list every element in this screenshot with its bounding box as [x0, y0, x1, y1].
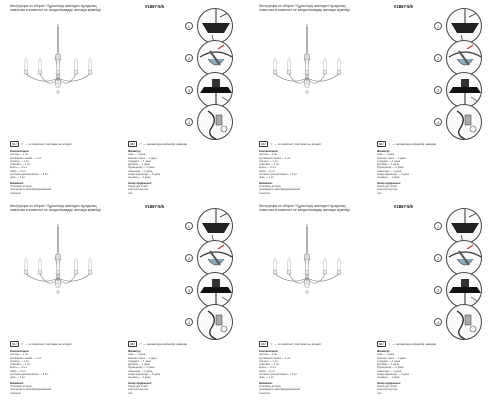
- spec-column: [10, 350, 122, 395]
- bulb-notice-row: [10, 340, 242, 347]
- spec-line: сомындар — 2 дана: [377, 369, 402, 373]
- bulb-notice-text: — жинақтауға кірмейді шамдар: [143, 141, 188, 146]
- chandelier-illustration: [261, 24, 353, 112]
- spec-line: крепёжная планка — 1 шт.: [10, 356, 42, 360]
- assembly-step-illustration: [447, 9, 482, 44]
- instruction-title: Инструкция по сборке / Құрастыру жөніндегі нұсқаулық: [10, 4, 97, 8]
- notice-line: Установку должен: [10, 384, 32, 388]
- spec-line: сомындар — 2 дана: [128, 369, 153, 373]
- spec-line: крепёжная планка — 1 шт.: [259, 156, 291, 160]
- step-number: 4: [185, 118, 193, 126]
- spec-line: люстра — 1 шт.: [10, 153, 29, 157]
- bulb-icon: ○: [388, 140, 391, 146]
- spec-line: қаптама — 1 дана: [377, 363, 399, 367]
- step-circle: [197, 40, 233, 76]
- spec-line: төлқұжат — 1 дана: [377, 159, 400, 163]
- bulb-notice: [377, 140, 436, 147]
- instruction-sheet: [253, 2, 496, 196]
- spec-line: шынжыр — 1 дана: [377, 176, 400, 180]
- bulb-notice-text: — в комплект поставки не входит: [274, 341, 322, 346]
- step-number: 4: [185, 318, 193, 326]
- notice-line: тиіс.: [377, 191, 383, 195]
- spec-line: колпачки декоративные — 5 шт.: [259, 373, 298, 377]
- notice-heading: Внимание:: [10, 181, 24, 185]
- bulb-icon: ○: [270, 140, 273, 146]
- chandelier-figure: [261, 24, 353, 112]
- step-circle: [446, 272, 482, 308]
- step-number: 3: [185, 286, 193, 294]
- chandelier-illustration: [261, 224, 353, 312]
- assembly-steps: [175, 214, 247, 344]
- notice-line: Орнатуды білікті: [128, 384, 148, 388]
- spec-line: шынжыр — 1 дана: [377, 376, 400, 380]
- logo-icon: EU: [259, 141, 268, 147]
- step-circle: [446, 304, 482, 340]
- notice-line: Орнатуды білікті: [377, 384, 397, 388]
- spec-column: [128, 350, 240, 395]
- spec-heading: Комплектация:: [10, 150, 30, 153]
- step-number: 1: [185, 222, 193, 230]
- logo-icon: EU: [128, 341, 137, 347]
- spec-line: винты — 2 шт.: [10, 366, 28, 370]
- spec-line: шам — 1 дана: [128, 153, 146, 157]
- chandelier-figure: [12, 224, 104, 312]
- instruction-title: Инструкция по сборке / Құрастыру жөніндегі нұсқаулық: [259, 4, 346, 8]
- spec-line: люстра — 1 шт.: [259, 153, 278, 157]
- instruction-title: Инструкция по сборке / Құрастыру жөніндегі нұсқаулық: [10, 204, 97, 208]
- step-circle: [446, 8, 482, 44]
- spec-line: крепёжная планка — 1 шт.: [259, 356, 291, 360]
- logo-icon: EU: [10, 141, 19, 147]
- chandelier-figure: [12, 24, 104, 112]
- notice-heading: Назар аударыңыз:: [128, 181, 152, 185]
- assembly-step-illustration: [447, 273, 482, 308]
- bulb-notice: [10, 340, 72, 347]
- notice-heading: Назар аударыңыз:: [128, 381, 152, 385]
- spec-column: [377, 350, 489, 395]
- notice-heading: Назар аударыңыз:: [377, 181, 401, 185]
- assembly-step: [424, 304, 496, 344]
- spec-line: гайки — 2 шт.: [259, 369, 276, 373]
- bulb-notice: [128, 140, 187, 147]
- assembly-step-illustration: [198, 105, 233, 140]
- instruction-subtitle: лампочки в комплект не входят/шамдар жинаққа кірмейді: [259, 208, 350, 213]
- spec-line: сәндік қақпақтар — 5 дана: [377, 173, 409, 177]
- spec-heading: Комплектация:: [259, 150, 279, 153]
- step-circle: [446, 72, 482, 108]
- assembly-step: [175, 304, 247, 344]
- notice-line: электрик жүргізуі: [128, 188, 149, 192]
- spec-line: паспорт — 1 шт.: [10, 359, 30, 363]
- bulb-icon: ○: [139, 140, 142, 146]
- step-number: 1: [434, 22, 442, 30]
- spec-line: сәндік қақпақтар — 5 дана: [128, 373, 160, 377]
- chandelier-figure: [261, 224, 353, 312]
- bulb-notice-row: [10, 140, 242, 147]
- spec-line: төлқұжат — 1 дана: [128, 159, 151, 163]
- notice-line: электрик жүргізуі: [377, 388, 398, 392]
- spec-line: паспорт — 1 шт.: [259, 359, 279, 363]
- logo-icon: EU: [377, 341, 386, 347]
- step-circle: [197, 104, 233, 140]
- spec-line: төлқұжат — 1 дана: [128, 359, 151, 363]
- spec-line: бекіткіш тақта — 1 дана: [377, 156, 406, 160]
- notice-line: Установку должен: [259, 384, 281, 388]
- assembly-steps: [424, 214, 496, 344]
- logo-icon: EU: [259, 341, 268, 347]
- bulb-notice: [128, 340, 187, 347]
- notice-heading: Внимание:: [10, 381, 24, 385]
- spec-heading: Комплектация:: [259, 350, 279, 353]
- notice-line: производить квалифицированный: [259, 388, 301, 392]
- step-number: 3: [185, 86, 193, 94]
- step-circle: [197, 208, 233, 244]
- spec-line: люстра — 1 шт.: [10, 353, 29, 357]
- step-circle: [197, 8, 233, 44]
- step-circle: [446, 104, 482, 140]
- assembly-step-illustration: [447, 41, 482, 76]
- step-circle: [197, 272, 233, 308]
- bulb-notice-text: — жинақтауға кірмейді шамдар: [392, 341, 437, 346]
- spec-line: сомындар — 2 дана: [377, 169, 402, 173]
- notice-line: электрик.: [259, 391, 271, 395]
- spec-line: шам — 1 дана: [377, 153, 395, 157]
- bulb-notice-text: — в комплект поставки не входит: [274, 141, 322, 146]
- notice-line: электрик.: [10, 391, 22, 395]
- assembly-step-illustration: [198, 9, 233, 44]
- bulb-notice-text: — жинақтауға кірмейді шамдар: [392, 141, 437, 146]
- bulb-notice: [377, 340, 436, 347]
- spec-heading: Жинақтау:: [128, 350, 142, 353]
- spec-heading: Комплектация:: [10, 350, 30, 353]
- spec-line: бұрандалар — 2 дана: [128, 366, 155, 370]
- spec-line: шынжыр — 1 дана: [128, 376, 151, 380]
- assembly-step-illustration: [447, 105, 482, 140]
- spec-line: колпачки декоративные — 5 шт.: [259, 173, 298, 177]
- spec-line: бұрандалар — 2 дана: [128, 166, 155, 170]
- step-number: 4: [434, 318, 442, 326]
- notice-line: электрик.: [259, 191, 271, 195]
- spec-line: цепь — 1 шт.: [10, 376, 26, 380]
- step-number: 1: [434, 222, 442, 230]
- bulb-notice-text: — в комплект поставки не входит: [25, 341, 73, 346]
- notice-line: тиіс.: [128, 191, 134, 195]
- spec-line: бекіткіш тақта — 1 дана: [128, 156, 157, 160]
- spec-line: упаковка — 1 шт.: [259, 163, 280, 167]
- step-number: 2: [185, 54, 193, 62]
- spec-line: колпачки декоративные — 5 шт.: [10, 173, 49, 177]
- instruction-subtitle: лампочки в комплект не входят/шамдар жинаққа кірмейді: [10, 8, 101, 13]
- spec-line: гайки — 2 шт.: [259, 169, 276, 173]
- instruction-subtitle: лампочки в комплект не входят/шамдар жинаққа кірмейді: [259, 8, 350, 13]
- step-number: 1: [185, 22, 193, 30]
- spec-line: упаковка — 1 шт.: [10, 363, 31, 367]
- spec-line: қаптама — 1 дана: [377, 163, 399, 167]
- logo-icon: EU: [128, 141, 137, 147]
- notice-line: производить квалифицированный: [259, 188, 301, 192]
- bulb-notice-text: — жинақтауға кірмейді шамдар: [143, 341, 188, 346]
- bulb-icon: ○: [388, 340, 391, 346]
- bulb-icon: ○: [21, 340, 24, 346]
- assembly-step: [424, 104, 496, 144]
- spec-column: [10, 150, 122, 195]
- assembly-step-illustration: [447, 209, 482, 244]
- spec-column: [259, 350, 371, 395]
- bulb-notice: [10, 140, 72, 147]
- instruction-sheet: [4, 202, 247, 396]
- bulb-notice-row: [259, 140, 491, 147]
- bulb-icon: ○: [139, 340, 142, 346]
- bulb-notice-text: — в комплект поставки не входит: [25, 141, 73, 146]
- spec-line: винты — 2 шт.: [10, 166, 28, 170]
- logo-icon: EU: [377, 141, 386, 147]
- model-code: V1867-5/5: [393, 4, 413, 9]
- spec-line: шам — 1 дана: [377, 353, 395, 357]
- spec-heading: Жинақтау:: [377, 350, 391, 353]
- instruction-title: Инструкция по сборке / Құрастыру жөніндегі нұсқаулық: [259, 204, 346, 208]
- notice-line: тиіс.: [377, 391, 383, 395]
- spec-line: паспорт — 1 шт.: [10, 159, 30, 163]
- bulb-notice-row: [259, 340, 491, 347]
- assembly-steps: [424, 14, 496, 144]
- notice-line: электрик.: [10, 191, 22, 195]
- bulb-icon: ○: [21, 140, 24, 146]
- assembly-step-illustration: [198, 73, 233, 108]
- notice-heading: Назар аударыңыз:: [377, 381, 401, 385]
- spec-column: [128, 150, 240, 195]
- spec-line: гайки — 2 шт.: [10, 169, 27, 173]
- step-circle: [197, 240, 233, 276]
- step-number: 3: [434, 286, 442, 294]
- notice-line: тиіс.: [128, 391, 134, 395]
- spec-line: винты — 2 шт.: [259, 166, 277, 170]
- spec-line: цепь — 1 шт.: [259, 376, 275, 380]
- step-number: 2: [434, 254, 442, 262]
- spec-line: упаковка — 1 шт.: [10, 163, 31, 167]
- assembly-step-illustration: [198, 209, 233, 244]
- assembly-step-illustration: [198, 241, 233, 276]
- bulb-notice: [259, 140, 321, 147]
- spec-line: цепь — 1 шт.: [259, 176, 275, 180]
- assembly-steps: [175, 14, 247, 144]
- spec-line: упаковка — 1 шт.: [259, 363, 280, 367]
- model-code: V1867-5/5: [144, 4, 164, 9]
- notice-heading: Внимание:: [259, 381, 273, 385]
- assembly-step-illustration: [447, 305, 482, 340]
- instruction-sheet: [4, 2, 247, 196]
- step-number: 2: [434, 54, 442, 62]
- spec-column: [259, 150, 371, 195]
- spec-line: цепь — 1 шт.: [10, 176, 26, 180]
- instruction-subtitle: лампочки в комплект не входят/шамдар жинаққа кірмейді: [10, 208, 101, 213]
- step-number: 3: [434, 86, 442, 94]
- notice-heading: Внимание:: [259, 181, 273, 185]
- spec-line: қаптама — 1 дана: [128, 363, 150, 367]
- step-number: 2: [185, 254, 193, 262]
- notice-line: Установку должен: [259, 184, 281, 188]
- notice-line: Орнатуды білікті: [377, 184, 397, 188]
- notice-line: электрик жүргізуі: [128, 388, 149, 392]
- spec-line: крепёжная планка — 1 шт.: [10, 156, 42, 160]
- notice-line: производить квалифицированный: [10, 388, 52, 392]
- assembly-step-illustration: [447, 241, 482, 276]
- assembly-step-illustration: [198, 41, 233, 76]
- spec-line: паспорт — 1 шт.: [259, 159, 279, 163]
- spec-line: бұрандалар — 2 дана: [377, 166, 404, 170]
- notice-line: электрик жүргізуі: [377, 188, 398, 192]
- notice-line: Орнатуды білікті: [128, 184, 148, 188]
- notice-line: производить квалифицированный: [10, 188, 52, 192]
- spec-line: қаптама — 1 дана: [128, 163, 150, 167]
- bulb-notice: [259, 340, 321, 347]
- step-circle: [446, 240, 482, 276]
- assembly-step-illustration: [447, 73, 482, 108]
- step-circle: [446, 40, 482, 76]
- assembly-step-illustration: [198, 273, 233, 308]
- step-circle: [446, 208, 482, 244]
- bulb-icon: ○: [270, 340, 273, 346]
- step-number: 4: [434, 118, 442, 126]
- spec-line: люстра — 1 шт.: [259, 353, 278, 357]
- assembly-step: [175, 104, 247, 144]
- spec-line: шынжыр — 1 дана: [128, 176, 151, 180]
- spec-line: сәндік қақпақтар — 5 дана: [128, 173, 160, 177]
- spec-line: бекіткіш тақта — 1 дана: [128, 356, 157, 360]
- model-code: V1867-5/5: [144, 204, 164, 209]
- spec-line: сомындар — 2 дана: [128, 169, 153, 173]
- spec-line: шам — 1 дана: [128, 353, 146, 357]
- spec-line: сәндік қақпақтар — 5 дана: [377, 373, 409, 377]
- instruction-sheet: [253, 202, 496, 396]
- spec-heading: Жинақтау:: [377, 150, 391, 153]
- step-circle: [197, 72, 233, 108]
- spec-line: винты — 2 шт.: [259, 366, 277, 370]
- spec-line: төлқұжат — 1 дана: [377, 359, 400, 363]
- spec-line: бұрандалар — 2 дана: [377, 366, 404, 370]
- step-circle: [197, 304, 233, 340]
- spec-column: [377, 150, 489, 195]
- spec-line: гайки — 2 шт.: [10, 369, 27, 373]
- notice-line: Установку должен: [10, 184, 32, 188]
- chandelier-illustration: [12, 24, 104, 112]
- spec-line: бекіткіш тақта — 1 дана: [377, 356, 406, 360]
- assembly-step-illustration: [198, 305, 233, 340]
- model-code: V1867-5/5: [393, 204, 413, 209]
- chandelier-illustration: [12, 224, 104, 312]
- logo-icon: EU: [10, 341, 19, 347]
- spec-line: колпачки декоративные — 5 шт.: [10, 373, 49, 377]
- spec-heading: Жинақтау:: [128, 150, 142, 153]
